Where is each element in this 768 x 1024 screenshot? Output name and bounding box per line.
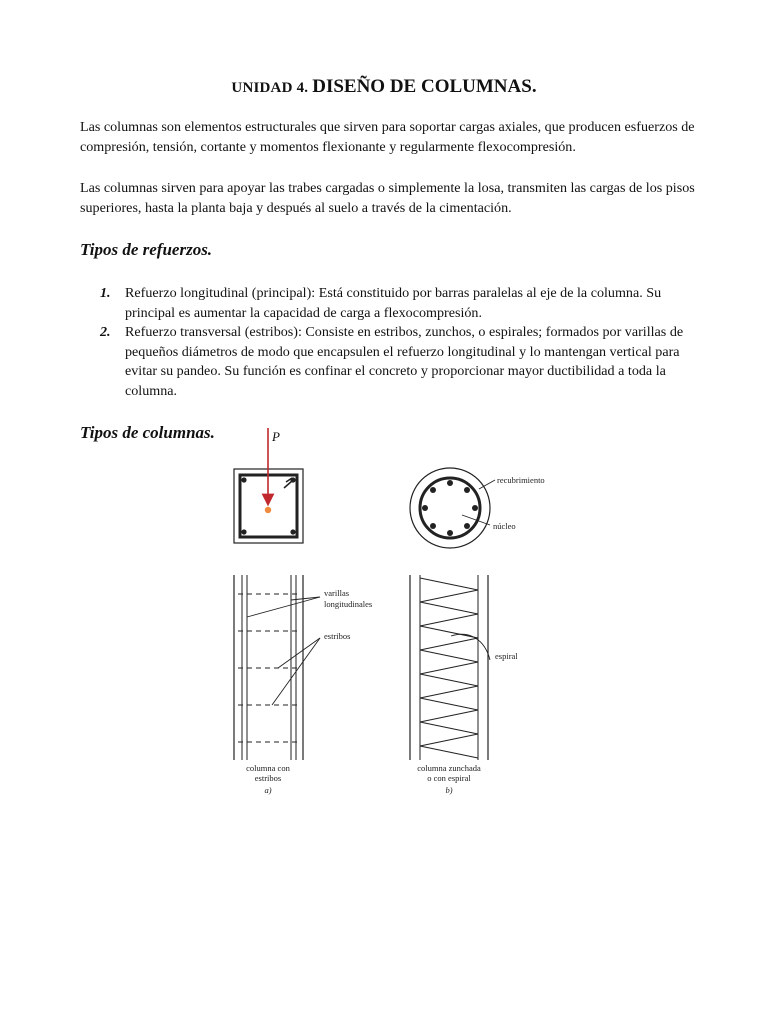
rebar bbox=[241, 529, 246, 534]
circular-column-section bbox=[410, 468, 545, 548]
load-point bbox=[265, 507, 271, 513]
leader-line bbox=[278, 638, 320, 668]
leader-line bbox=[272, 638, 320, 705]
title-prefix: UNIDAD 4. bbox=[231, 80, 309, 96]
leader-line bbox=[247, 597, 320, 617]
label-espiral: espiral bbox=[495, 651, 518, 661]
paragraph-intro: Las columnas son elementos estructurales que sirven para soportar cargas axiales, que producen esfuerzos de compresión, tensión, cortante y momentos flexionante y regularmente flexocompresión. bbox=[80, 119, 695, 155]
load-arrow bbox=[265, 428, 280, 513]
reinforcement-list bbox=[100, 284, 710, 401]
title-main: DISEÑO DE COLUMNAS. bbox=[312, 76, 537, 97]
column-outline bbox=[234, 469, 303, 543]
label-varillas-line2: longitudinales bbox=[324, 599, 373, 609]
rebar bbox=[241, 477, 246, 482]
caption-a-line3: a) bbox=[264, 785, 272, 795]
caption-b-line1: columna zunchada bbox=[417, 763, 481, 773]
heading-tipos-columnas: Tipos de columnas. bbox=[80, 423, 215, 442]
square-column-section bbox=[234, 469, 303, 543]
caption-b-line3: b) bbox=[445, 785, 453, 795]
spiral-ring bbox=[420, 478, 480, 538]
spiral-column-elevation bbox=[410, 575, 518, 795]
rebar bbox=[464, 523, 470, 529]
list-text: Refuerzo longitudinal (principal): Está constituido por barras paralelas al eje de la columna. Su principal es aumentar la capacidad de carga a flexocompresión. bbox=[125, 285, 662, 321]
list-text: Refuerzo transversal (estribos): Consiste en estribos, zunchos, o espirales; formados por varillas de pequeños diámetros de modo que encapsulen el refuerzo longitudinal y lo mantengan vertical para evitar su pandeo. Su función es confinar el concreto y proporcionar mayor ductibilidad a toda la columna. bbox=[125, 324, 684, 399]
rebar bbox=[422, 505, 428, 511]
rebar bbox=[290, 477, 295, 482]
heading-tipos-refuerzos: Tipos de refuerzos. bbox=[80, 240, 213, 259]
load-label: P bbox=[272, 429, 280, 444]
leader-line bbox=[451, 634, 490, 660]
leader-line bbox=[291, 597, 320, 600]
column-outline bbox=[410, 468, 490, 548]
rebar bbox=[430, 523, 436, 529]
list-item bbox=[100, 284, 710, 323]
rebar bbox=[464, 487, 470, 493]
caption-a-line1: columna con bbox=[246, 763, 290, 773]
spiral-line bbox=[420, 578, 478, 758]
paragraph-function: Las columnas sirven para apoyar las trabes cargadas o simplemente la losa, transmiten las cargas de los pisos superiores, hasta la planta baja y después al suelo a través de la cimentación. bbox=[80, 180, 695, 216]
leader-line bbox=[462, 515, 490, 525]
label-estribos: estribos bbox=[324, 631, 351, 641]
caption-b-line2: o con espiral bbox=[427, 773, 471, 783]
rebar bbox=[472, 505, 478, 511]
page-title bbox=[0, 76, 768, 98]
label-varillas-line1: varillas bbox=[324, 588, 350, 598]
rebar bbox=[447, 530, 453, 536]
label-nucleo: núcleo bbox=[493, 521, 516, 531]
tie-stirrup bbox=[240, 475, 297, 537]
label-recubrimiento: recubrimiento bbox=[497, 475, 545, 485]
rebar bbox=[447, 480, 453, 486]
caption-a-line2: estribos bbox=[254, 773, 282, 783]
leader-line bbox=[479, 480, 495, 489]
rebar bbox=[290, 529, 295, 534]
list-number: 2. bbox=[100, 324, 111, 340]
list-number: 1. bbox=[100, 285, 111, 301]
tie-hook bbox=[284, 478, 292, 488]
tied-column-elevation bbox=[234, 575, 372, 795]
rebar bbox=[430, 487, 436, 493]
list-item bbox=[100, 323, 710, 401]
